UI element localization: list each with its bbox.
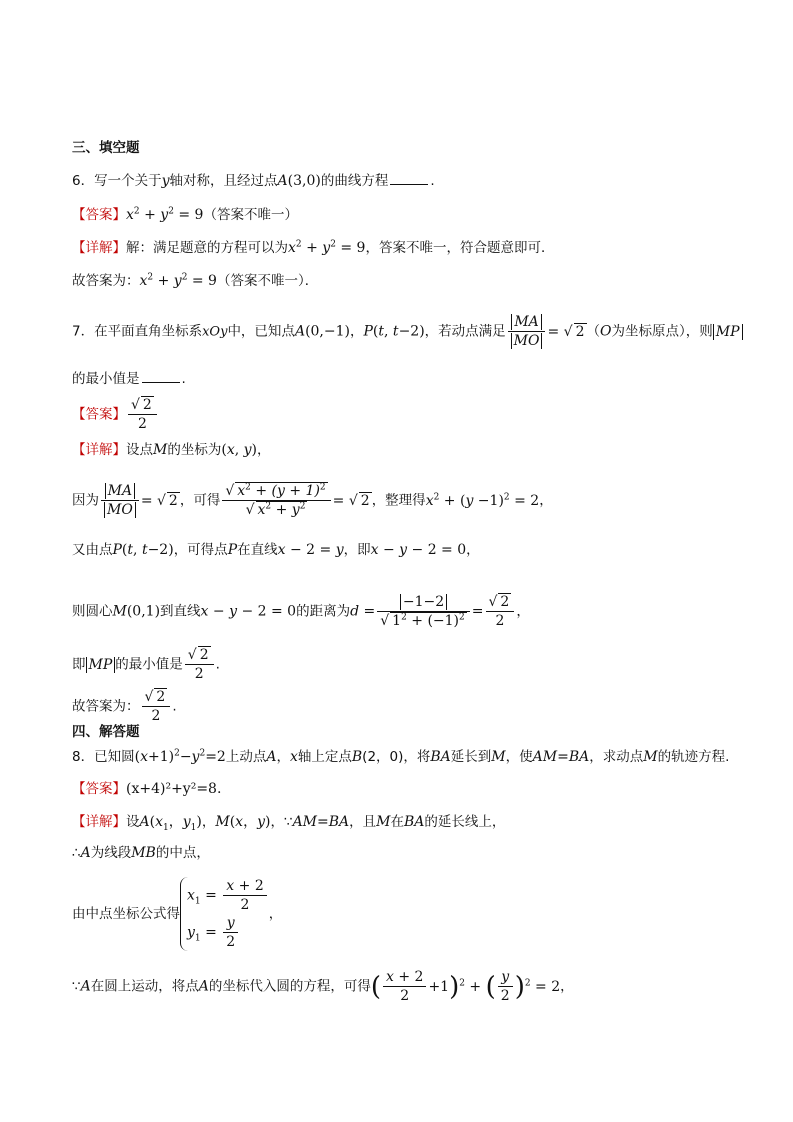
question-6-final: 故答案为：$x^2 + y^2 = 9$（答案不唯一）． [72, 272, 319, 289]
question-8-detail-2: ∴A为线段MB的中点， [72, 845, 210, 861]
question-8-stem: 8．已知圆$(x+1)^2-y^2=2$上动点A，x轴上定点B(2，0)，将BA延长到M，使AM=BA，求动点M的轨迹方程. [72, 748, 730, 765]
answer-blank [142, 368, 180, 383]
question-6-answer: 【答案】$x^2 + y^2 = 9$（答案不唯一） [72, 206, 298, 223]
equation-system: $x_1$ = $\frac{x + 2}{2}$ $y_1$ = $\frac{y}{2}$ [180, 877, 269, 951]
question-8-detail-3: 由中点坐标公式得 $x_1$ = $\frac{x + 2}{2}$ $y_1$ = $\frac{y}{2}$ ， [72, 878, 283, 950]
answer-blank [390, 170, 428, 185]
question-8-answer: 【答案】(x+4)²+y²=8. [72, 781, 222, 797]
question-7-detail-4: 则圆心M(0,1)到直线x − y − 2 = 0的距离为d = $\frac{-1-2}{√ 1^2 + (-1)^2}$ = $\frac{√ 2}{2}$ ， [72, 594, 530, 629]
question-7-stem: 7．在平面直角坐标系xOy中，已知点A(0,−1)，P(t, t−2)，若动点满足 $\frac{MA}{MO}$ = √ 2 （O为坐标原点），则 MP [72, 313, 743, 350]
question-7-detail-2: 因为 $\frac{MA}{MO}$ = √ 2 ，可得 $\frac{√ x^2 + (y + 1)^2}{√ x^2 + y^2}$ = √ 2 ，整理得$x^2 + (y -1)^2 = 2$， [72, 482, 553, 518]
question-8-detail-4: ∵A在圆上运动，将点A的坐标代入圆的方程，可得( $\frac{x + 2}{2}$ +1)$^2$ + ( $\frac{y}{2}$ )$^2$ = 2， [72, 969, 574, 1004]
section-title: 四、解答题 [72, 724, 140, 740]
question-6-stem: 6．写一个关于y轴对称，且经过点A(3,0)的曲线方程 . [72, 170, 435, 191]
question-7-stem-2: 的最小值是 . [72, 368, 186, 389]
question-7-detail-1: 【详解】设点M的坐标为(x, y)， [72, 442, 271, 458]
question-7-detail-3: 又由点P(t, t−2)，可得点P在直线x − 2 = y，即x − y − 2 = 0， [72, 542, 480, 558]
question-7-final: 故答案为： $\frac{√ 2}{2}$ . [72, 689, 177, 724]
question-7-detail-5: 即 MP 的最小值是 $\frac{√ 2}{2}$ . [72, 647, 220, 682]
section-title: 三、填空题 [72, 140, 140, 156]
question-7-answer: 【答案】 $\frac{√ 2}{2}$ [72, 396, 159, 433]
question-8-detail-1: 【详解】设$A(x_1$，$y_1$)，M(x，y)，∵AM=BA，且M在BA的延长线上， [72, 814, 506, 833]
question-6-detail: 【详解】解：满足题意的方程可以为$x^2 + y^2 = 9$，答案不唯一，符合题意即可． [72, 239, 555, 256]
